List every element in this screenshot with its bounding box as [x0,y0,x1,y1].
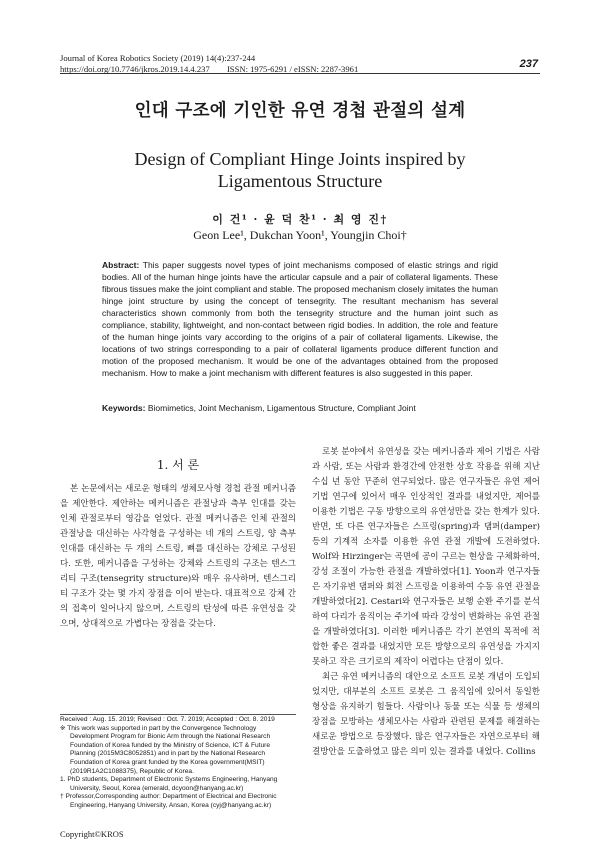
affiliation-corresponding: † Professor,Corresponding author: Department of Electrical and Electronic Engineering, Hanyang University, Ansan, Korea (cyj@hanyang.ac.kr) [60,793,277,809]
keywords-text: Biomimetics, Joint Mechanism, Ligamentous Structure, Compliant Joint [147,403,416,413]
section-heading-introduction: 1. 서 론 [156,458,200,472]
abstract [102,259,498,379]
title-english-line2: Ligamentous Structure [217,171,383,191]
journal-citation: Journal of Korea Robotics Society (2019) 14(4):237-244 [60,53,256,63]
body-paragraph: 본 논문에서는 새로운 형태의 생체모사형 경첩 관절 메커니즘을 제안한다. 제안하는 메커니즘은 관절낭과 측부 인대를 갖는 인체 관절로부터 영감을 얻었다. 관절 메커니즘은 인체 관절의 관절낭을 대신하는 사각형을 구성하는 네 개의 스트링, 양 측부 인대를 대신하는 두 개의 스트링, 뼈를 대신하는 강체로 구성된다. 또한, 메커니즘을 구성하는 강체와 스트링의 구조는 텐스그리티 구조(tensegrity structure)와 매우 유사하며, 텐스그리티 구조가 갖는 몇 가지 장점을 이어 받는다. 대표적으로 강체 간의 접촉이 일어나지 않으며, 스트링의 탄성에 따른 유연성을 갖으며, 상대적으로 가볍다는 장점을 갖는다. [60,484,296,629]
footnote-divider [60,714,296,715]
header-divider [60,73,540,74]
body-paragraph: 로봇 분야에서 유연성을 갖는 메커니즘과 제어 기법은 사람과 사람, 또는 사람과 환경간에 안전한 상호 작용을 위해 지난 수십 년 동안 꾸준히 연구되었다. 많은 연구자들은 유연 제어 기법 연구에 있어서 매우 인상적인 결과를 내었지만, 제어를 이용한 기법은 구동 방향으로의 유연성만을 갖는 한계가 있다. 반면, 또 다른 연구자들은 스프링(spring)과 댐퍼(damper) 등의 기계적 소자를 이용한 유연 관절 개발에 도전하였다. Wolf와 Hirzinger는 곡면에 공이 구르는 현상을 구체화하여, 강성 조절이 가능한 관절을 개발하였다[1]. Yoon과 연구자들은 자기유변 댐퍼와 회전 스프링을 이용하여 수동 유연 관절을 개발하였다[2]. Cestari와 연구자들은 보행 순환 주기를 분석하여 다리가 움직이는 주기에 따라 강성이 변화하는 유연 관절을 개발하였다[3]. 이러한 메커니즘은 각기 본연의 목적에 적합한 좋은 결과를 내었지만 모든 방향으로의 유연성을 가지지 못하고 작은 크기로의 제작이 어렵다는 단점이 있다. [312,447,540,667]
keywords [102,403,498,413]
body-paragraph: 최근 유연 메커니즘의 대안으로 소프트 로봇 개념이 도입되었지만, 대부분의 소프트 로봇은 그 움직임에 있어서 동일한 형상을 유지하기 힘들다. 사람이나 동물 또는 식물 등 생체의 장점을 모방하는 생체모사는 사람과 관련된 문제를 해결하는 새로운 방법으로 등장했다. 많은 연구자들은 자연으로부터 해결방안을 도출하였고 많은 의미 있는 결과를 내었다. Collins [312,672,540,757]
doi-issn-line: https://doi.org/10.7746/jkros.2019.14.4.237 ISSN: 1975-6291 / eISSN: 2287-3961 [60,64,359,74]
abstract-label: Abstract: [102,260,140,270]
authors-korean: 이 건¹ · 윤 덕 찬¹ · 최 영 진† [212,213,388,226]
title-english-line1: Design of Compliant Hinge Joints inspired by [134,149,466,169]
received-dates: Received : Aug. 15. 2019; Revised : Oct. 7. 2019; Accepted : Oct. 8. 2019 [60,716,275,723]
title-english [60,148,540,192]
title-korean: 인대 구조에 기인한 유연 경첩 관절의 설계 [134,101,466,121]
affiliation-1: 1. PhD students, Department of Electronic Systems Engineering, Hanyang University, Seoul, Korea (emerald, dcyoon@hanyang.ac.kr) [60,776,278,792]
authors-english: Geon Lee¹, Dukchan Yoon¹, Youngjin Choi† [193,228,407,242]
keywords-label: Keywords: [102,403,146,413]
funding-note: ※ This work was supported in part by the Convergence Technology Development Program for Bionic Arm through the National Research Foundation of Korea funded by the Ministry of Science, ICT & Future Planning (2015M3C8052851) and in part by the National Research Foundation of Korea grant funded by the Korea government(MSIT) (2019R1A2C1088375), Republic of Korea. [60,724,271,775]
body-right-column [312,445,540,760]
footnotes [60,716,296,811]
abstract-text: This paper suggests novel types of joint mechanisms composed of elastic strings and rigid bodies. All of the human hinge joints have the articular capsule and a pair of collateral ligaments. These fibrous tissues make the joint compliant and stable. The proposed mechanism closely imitates the human hinge joint structure by using the concept of tensegrity. The resultant mechanism has several characteristics shown commonly from both the tensegrity structure and the human joint such as compliance, stability, lightweight, and non-contact between rigid bodies. In addition, the role and feature of the human hinge joints vary according to the origins of a pair of collateral ligaments. Likewise, the locations of two strings corresponding to a pair of collateral ligaments produce different function and motion of the proposed mechanism. It would be one of the advantages obtained from the proposed mechanism. How to make a joint mechanism with different features is also suggested in this paper. [102,260,498,378]
journal-header [60,53,358,75]
copyright: Copyright©KROS [60,829,124,839]
body-left-column [60,482,296,632]
page-number: 237 [519,58,538,70]
